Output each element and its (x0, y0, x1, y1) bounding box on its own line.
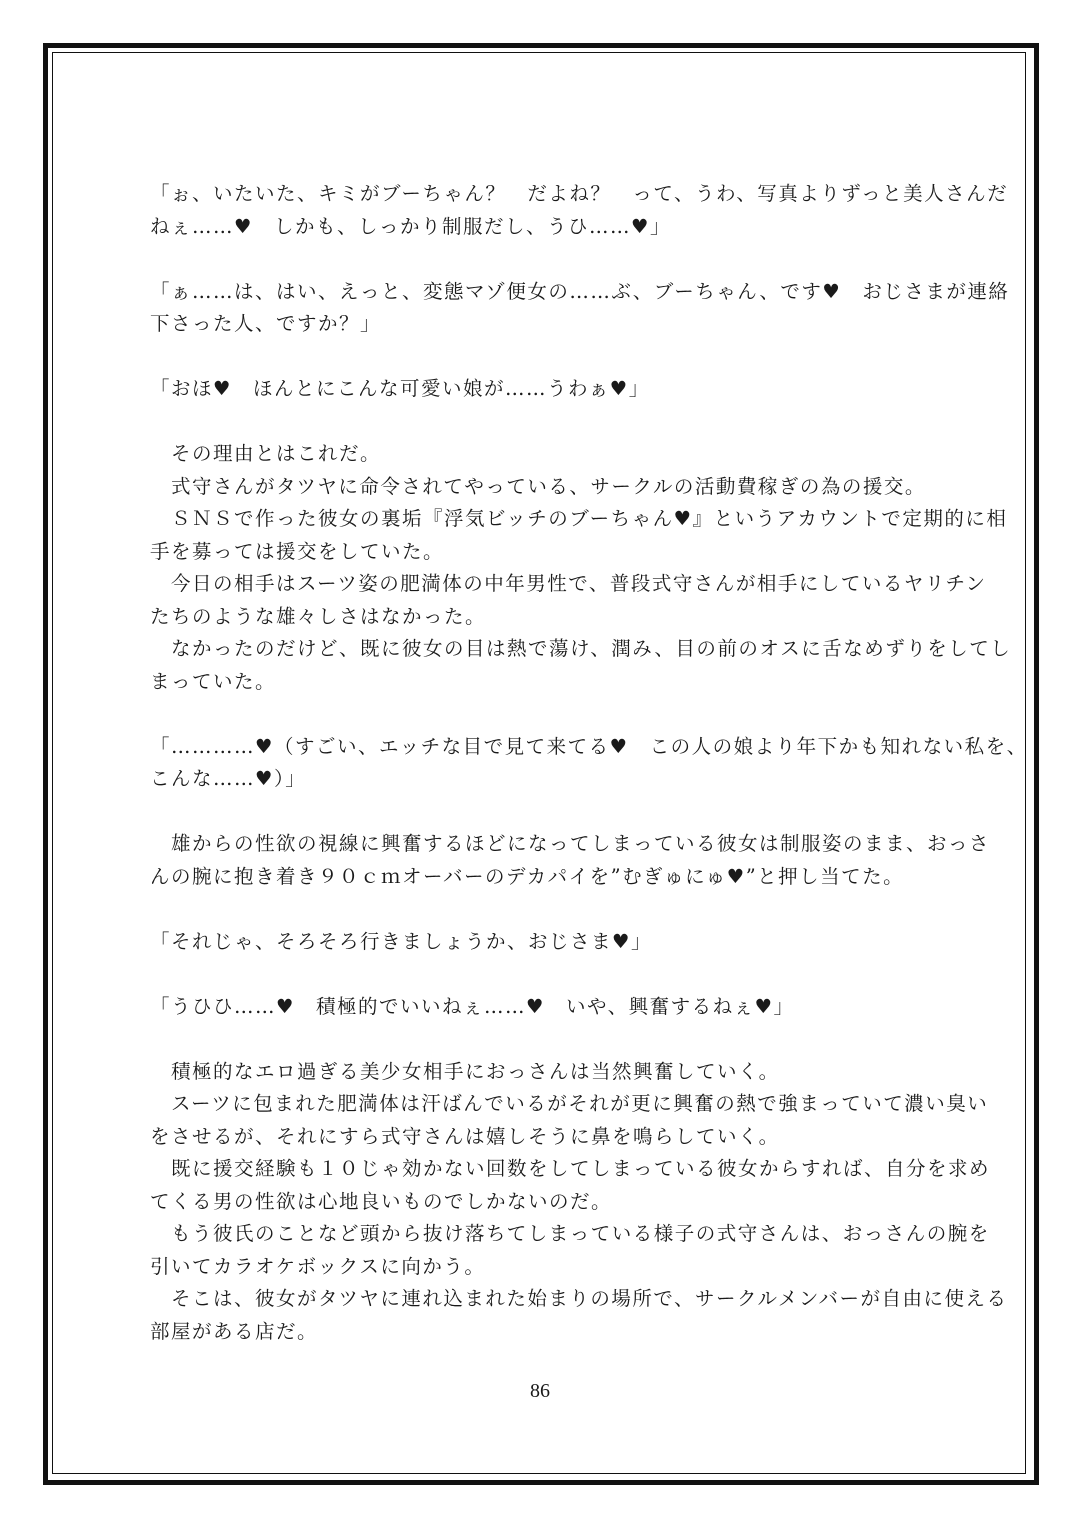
text-line: 式守さんがタツヤに命令されてやっている、サークルの活動費稼ぎの為の援交。 (150, 474, 926, 498)
text-line: 下さった人、ですか？」 (150, 312, 382, 335)
blank-line (150, 893, 950, 926)
text-line: スーツに包まれた肥満体は汗ばんでいるがそれが更に興奮の熱で強まっていて濃い臭い (150, 1092, 989, 1115)
text-line: こんな……♥）」 (150, 767, 307, 790)
text-line: なかったのだけど、既に彼女の目は熱で蕩け、潤み、目の前のオスに舌なめずりをしてし (150, 637, 1012, 660)
text-line: その理由とはこれだ。 (150, 442, 382, 465)
text-line: 「…………♥（すごい、エッチな目で見て来てる♥ この人の娘より年下かも知れない私を、 (150, 734, 1028, 758)
text-line: 部屋がある店だ。 (150, 1319, 319, 1343)
text-line: 今日の相手はスーツ姿の肥満体の中年男性で、普段式守さんが相手にしているヤリチン (150, 572, 987, 595)
text-line: ねぇ……♥ しかも、しっかり制服だし、うひ……♥」 (150, 214, 671, 238)
text-line: そこは、彼女がタツヤに連れ込まれた始まりの場所で、サークルメンバーが自由に使える (150, 1287, 1008, 1310)
blank-line (150, 243, 950, 276)
text-line: をさせるが、それにすら式守さんは嬉しそうに鼻を鳴らしていく。 (150, 1124, 780, 1148)
text-line: もう彼氏のことなど頭から抜け落ちてしまっている様子の式守さんは、おっさんの腕を (150, 1222, 990, 1245)
text-line: てくる男の性欲は心地良いものでしかないのだ。 (150, 1189, 613, 1213)
text-line: 既に援交経験も１０じゃ効かない回数をしてしまっている彼女からすれば、自分を求め (150, 1157, 991, 1180)
text-line: 手を募っては援交をしていた。 (150, 539, 445, 563)
text-line: まっていた。 (150, 669, 277, 693)
text-line: 「ぉ、いたいた、キミがブーちゃん？ だよね？ って、うわ、写真よりずっと美人さんだ (150, 182, 1009, 205)
text-line: ＳＮＳで作った彼女の裏垢『浮気ビッチのブーちゃん♥』というアカウントで定期的に相 (150, 507, 1008, 530)
page-number: 86 (530, 1380, 550, 1402)
text-line: 「うひひ……♥ 積極的でいいねぇ……♥ いや、興奮するねぇ♥」 (150, 994, 795, 1018)
blank-line (150, 958, 950, 991)
blank-line (150, 698, 950, 731)
text-line: 「それじゃ、そろそろ行きましょうか、おじさま♥」 (150, 929, 652, 953)
blank-line (150, 406, 950, 439)
text-line: 「ぁ……は、はい、えっと、変態マゾ便女の……ぶ、ブーちゃん、です♥ おじさまが連絡 (150, 279, 1010, 303)
text-line: たちのような雄々しさはなかった。 (150, 604, 487, 628)
body-text (150, 178, 1028, 1348)
blank-line (150, 341, 950, 374)
blank-line (150, 796, 950, 829)
text-line: 雄からの性欲の視線に興奮するほどになってしまっている彼女は制服姿のまま、おっさ (150, 832, 991, 855)
text-line: 「おほ♥ ほんとにこんな可愛い娘が……うわぁ♥」 (150, 377, 650, 400)
blank-line (150, 1023, 950, 1056)
text-line: んの腕に抱き着き９０ｃｍオーバーのデカパイを”むぎゅにゅ♥”と押し当てた。 (150, 864, 905, 888)
text-line: 引いてカラオケボックスに向かう。 (150, 1254, 486, 1278)
text-line: 積極的なエロ過ぎる美少女相手におっさんは当然興奮していく。 (150, 1059, 780, 1083)
